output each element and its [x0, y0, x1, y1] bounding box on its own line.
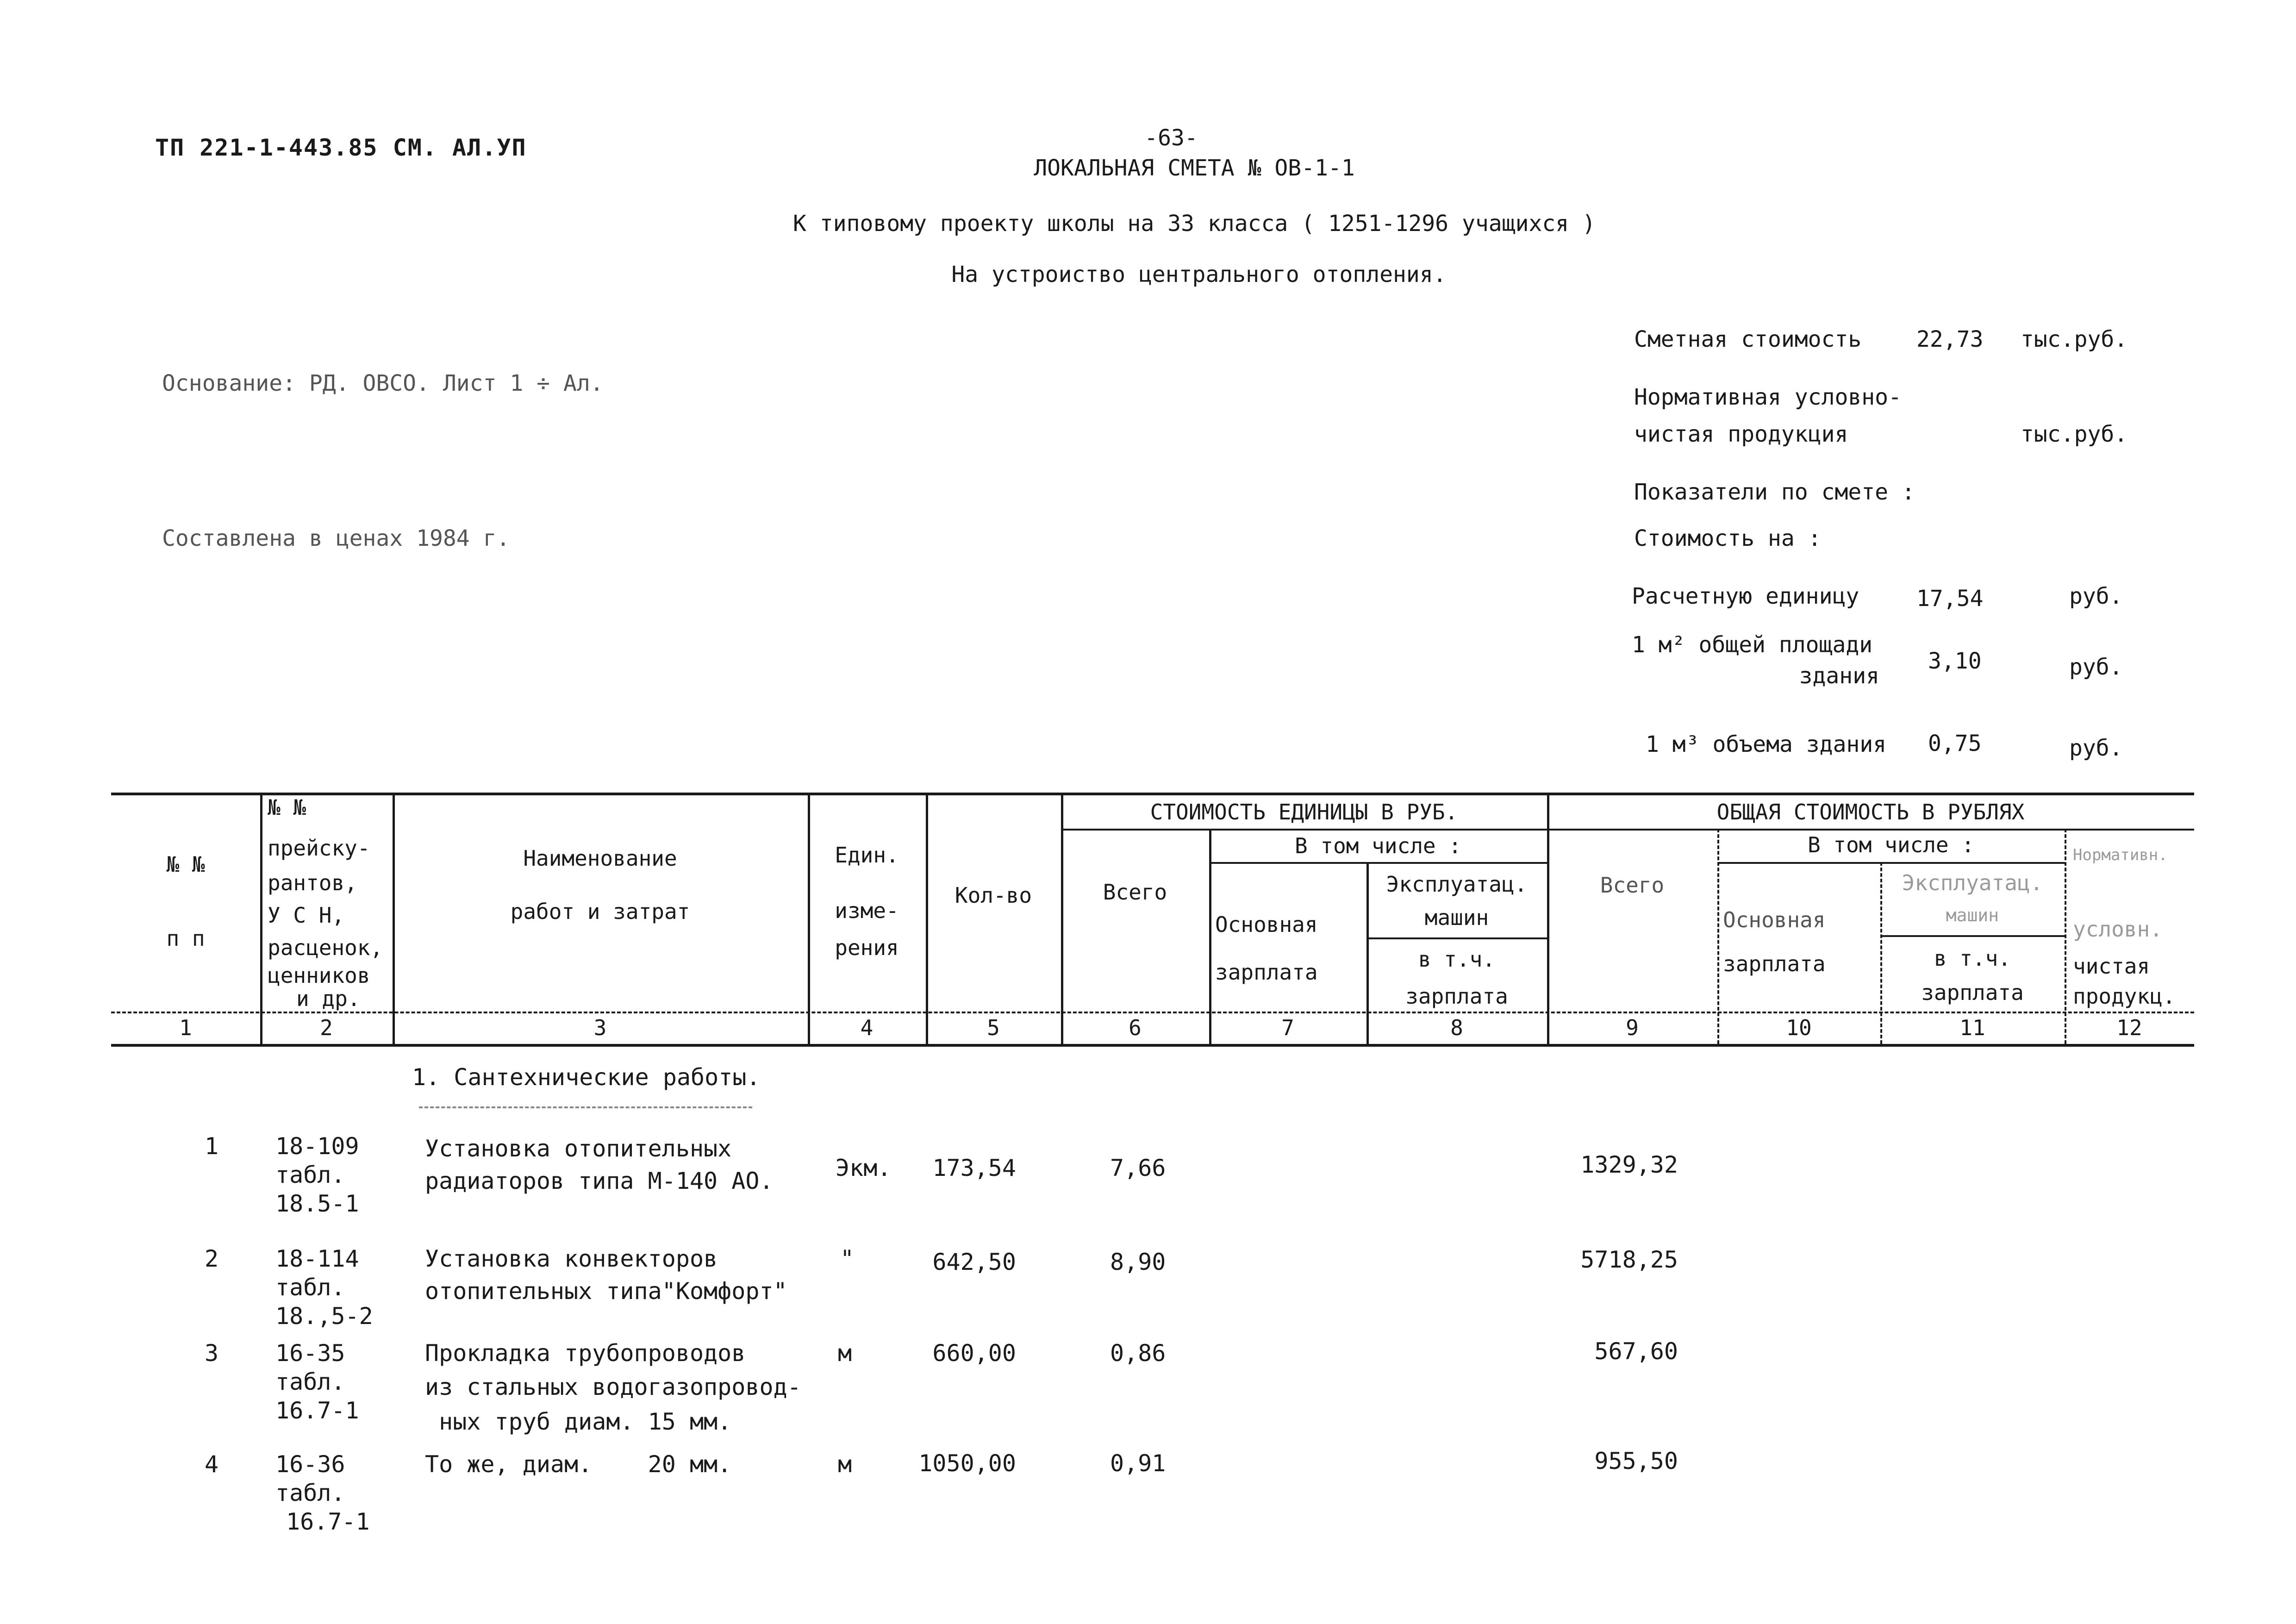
- volume-label: 1 м³ объема здания: [1646, 731, 1887, 757]
- area-unit: руб.: [2069, 654, 2123, 680]
- col3-header-a: Наименование: [523, 846, 677, 871]
- col7-header-b: зарплата: [1215, 960, 1318, 985]
- col10-header-a: Основная: [1723, 907, 1826, 932]
- row-total: 1329,32: [1580, 1151, 1678, 1178]
- row-code-line: 16.7-1: [286, 1508, 370, 1535]
- col12-header-b: условн.: [2073, 917, 2163, 942]
- row-unit-price: 0,86: [1110, 1340, 1166, 1367]
- col4-header-a: Един.: [835, 843, 899, 868]
- col-divider-6: [1209, 829, 1211, 1044]
- col12-header-a: Нормативн.: [2073, 846, 2168, 864]
- document-subtitle: К типовому проекту школы на 33 класса ( 1251-1296 учащихся ): [793, 211, 1596, 237]
- row-unit: м: [838, 1451, 852, 1478]
- col-number-12: 12: [2116, 1015, 2142, 1040]
- row-code-line: 16.7-1: [275, 1397, 359, 1424]
- unit-group-rule: [1061, 829, 1547, 831]
- col1-header-a: № №: [166, 852, 205, 877]
- document-title: ЛОКАЛЬНАЯ СМЕТА № ОВ-1-1: [1034, 155, 1355, 181]
- col2-header-a: № №: [268, 795, 306, 820]
- col12-header-d: продукц.: [2073, 984, 2176, 1009]
- row-unit-price: 7,66: [1110, 1155, 1166, 1181]
- section-underline: [419, 1106, 752, 1108]
- row-name-line: отопительных типа"Комфорт": [425, 1278, 787, 1305]
- calc-unit-value: 17,54: [1916, 586, 1984, 612]
- col11-header-a: в т.ч.: [1934, 946, 2011, 971]
- row-total: 5718,25: [1580, 1246, 1678, 1273]
- col4-header-c: рения: [835, 935, 899, 960]
- col7-header-a: Основная: [1215, 912, 1318, 937]
- row-unit: ": [840, 1245, 855, 1272]
- col-divider-5: [1061, 793, 1063, 1044]
- col2-header-g: и др.: [296, 986, 361, 1011]
- col1-header-b: п п: [166, 926, 205, 951]
- row-quantity: 173,54: [932, 1155, 1016, 1181]
- unit-mach-header-a: Эксплуатац.: [1386, 872, 1528, 897]
- total-mach-header-b: машин: [1946, 905, 1999, 925]
- row-name-line: То же, диам. 20 мм.: [425, 1451, 732, 1478]
- indicators-label: Показатели по смете :: [1634, 479, 1915, 505]
- numbers-bottom-rule: [111, 1044, 2194, 1047]
- col4-header-b: изме-: [835, 898, 899, 923]
- normative-label-line1: Нормативная условно-: [1634, 384, 1902, 410]
- calc-unit-unit: руб.: [2069, 583, 2123, 609]
- col-divider-11: [2065, 829, 2066, 1044]
- row-quantity: 660,00: [932, 1340, 1016, 1367]
- unit-cost-group-header: СТОИМОСТЬ ЕДИНИЦЫ В РУБ.: [1150, 800, 1458, 824]
- estimated-cost-label: Сметная стоимость: [1634, 326, 1862, 352]
- row-quantity: 1050,00: [918, 1450, 1016, 1477]
- estimated-cost-unit: тыс.руб.: [2021, 326, 2128, 352]
- col-number-1: 1: [179, 1015, 192, 1040]
- col-number-3: 3: [593, 1015, 607, 1040]
- row-name-line: Установка конвекторов: [425, 1245, 718, 1272]
- row-name-line: радиаторов типа М-140 АО.: [425, 1168, 774, 1194]
- col8-header-a: в т.ч.: [1418, 947, 1496, 972]
- document-purpose: На устроиство центрального отопления.: [951, 262, 1447, 287]
- row-unit-price: 8,90: [1110, 1249, 1166, 1275]
- col-number-9: 9: [1626, 1015, 1639, 1040]
- col2-header-c: рантов,: [268, 870, 357, 895]
- col12-header-c: чистая: [2073, 954, 2150, 979]
- cost-per-label: Стоимость на :: [1634, 525, 1822, 551]
- total-incl-header: В том числе :: [1807, 832, 1975, 857]
- row-code-line: 18.5-1: [275, 1190, 359, 1217]
- row-name-line: Прокладка трубопроводов: [425, 1340, 746, 1367]
- col-number-11: 11: [1959, 1015, 1985, 1040]
- col9-header: Всего: [1600, 873, 1665, 898]
- col11-header-b: зарплата: [1921, 980, 2024, 1005]
- total-cost-group-header: ОБЩАЯ СТОИМОСТЬ В РУБЛЯХ: [1716, 800, 2025, 824]
- total-mach-header-a: Эксплуатац.: [1902, 870, 2043, 895]
- unit-mach-rule: [1366, 937, 1547, 939]
- total-incl-rule: [1717, 862, 2065, 864]
- row-code-line: табл.: [275, 1274, 345, 1301]
- row-code-line: 16-35: [275, 1340, 345, 1367]
- row-unit-price: 0,91: [1110, 1450, 1166, 1477]
- col5-header: Кол-во: [955, 883, 1032, 908]
- col-number-4: 4: [860, 1015, 873, 1040]
- document-code: ТП 221-1-443.85 СМ. АЛ.УП: [155, 134, 527, 161]
- price-year-note: Составлена в ценах 1984 г.: [162, 525, 510, 551]
- row-quantity: 642,50: [932, 1249, 1016, 1275]
- row-total: 567,60: [1594, 1338, 1678, 1365]
- row-total: 955,50: [1594, 1448, 1678, 1474]
- col2-header-b: прейску-: [268, 836, 370, 861]
- row-number: 3: [205, 1340, 219, 1367]
- row-unit: м: [838, 1340, 852, 1367]
- row-number: 1: [205, 1133, 219, 1160]
- volume-unit: руб.: [2069, 735, 2123, 761]
- estimated-cost-value: 22,73: [1916, 326, 1984, 352]
- basis-reference: Основание: РД. ОВСО. Лист 1 ÷ Ал.: [162, 370, 604, 396]
- normative-label-line2: чистая продукция: [1634, 421, 1848, 447]
- row-name-line: Установка отопительных: [425, 1135, 732, 1162]
- row-code-line: табл.: [275, 1480, 345, 1506]
- row-code-line: 16-36: [275, 1451, 345, 1478]
- col10-header-b: зарплата: [1723, 951, 1826, 976]
- col-number-7: 7: [1281, 1015, 1294, 1040]
- row-number: 2: [205, 1245, 219, 1272]
- col2-header-e: расценок,: [268, 935, 383, 960]
- col8-header-b: зарплата: [1405, 984, 1508, 1009]
- col6-header: Всего: [1103, 880, 1167, 905]
- col-number-5: 5: [987, 1015, 1000, 1040]
- col-divider-8: [1547, 793, 1549, 1044]
- area-value: 3,10: [1928, 648, 1982, 674]
- col3-header-b: работ и затрат: [510, 899, 690, 924]
- col-number-2: 2: [320, 1015, 333, 1040]
- table-top-rule: [111, 793, 2194, 795]
- unit-incl-header: В том числе :: [1294, 833, 1462, 858]
- col-number-10: 10: [1786, 1015, 1812, 1040]
- area-label-line2: здания: [1799, 663, 1879, 689]
- col-divider-1: [260, 793, 262, 1044]
- unit-incl-rule: [1209, 862, 1547, 864]
- row-code-line: табл.: [275, 1368, 345, 1395]
- row-code-line: 18-114: [275, 1245, 359, 1272]
- total-mach-rule: [1880, 935, 2065, 937]
- row-code-line: 18.,5-2: [275, 1303, 373, 1330]
- unit-mach-header-b: машин: [1424, 905, 1489, 930]
- volume-value: 0,75: [1928, 731, 1982, 756]
- col-divider-4: [926, 793, 928, 1044]
- row-name-line: ных труб диам. 15 мм.: [425, 1408, 732, 1435]
- col-number-6: 6: [1129, 1015, 1142, 1040]
- area-label-line1: 1 м² общей площади: [1632, 632, 1873, 658]
- col2-header-f: ценников: [268, 963, 370, 988]
- section-title: 1. Сантехнические работы.: [412, 1064, 761, 1091]
- calc-unit-label: Расчетную единицу: [1632, 583, 1859, 609]
- col-number-8: 8: [1450, 1015, 1463, 1040]
- row-unit: Экм.: [836, 1155, 892, 1181]
- row-code-line: табл.: [275, 1162, 345, 1188]
- row-name-line: из стальных водогазопровод-: [425, 1374, 801, 1400]
- row-number: 4: [205, 1451, 219, 1478]
- row-code-line: 18-109: [275, 1133, 359, 1160]
- normative-unit: тыс.руб.: [2021, 421, 2128, 447]
- col2-header-d: У С Н,: [268, 903, 345, 928]
- col-divider-9: [1717, 829, 1719, 1044]
- page-number: -63-: [1144, 125, 1198, 151]
